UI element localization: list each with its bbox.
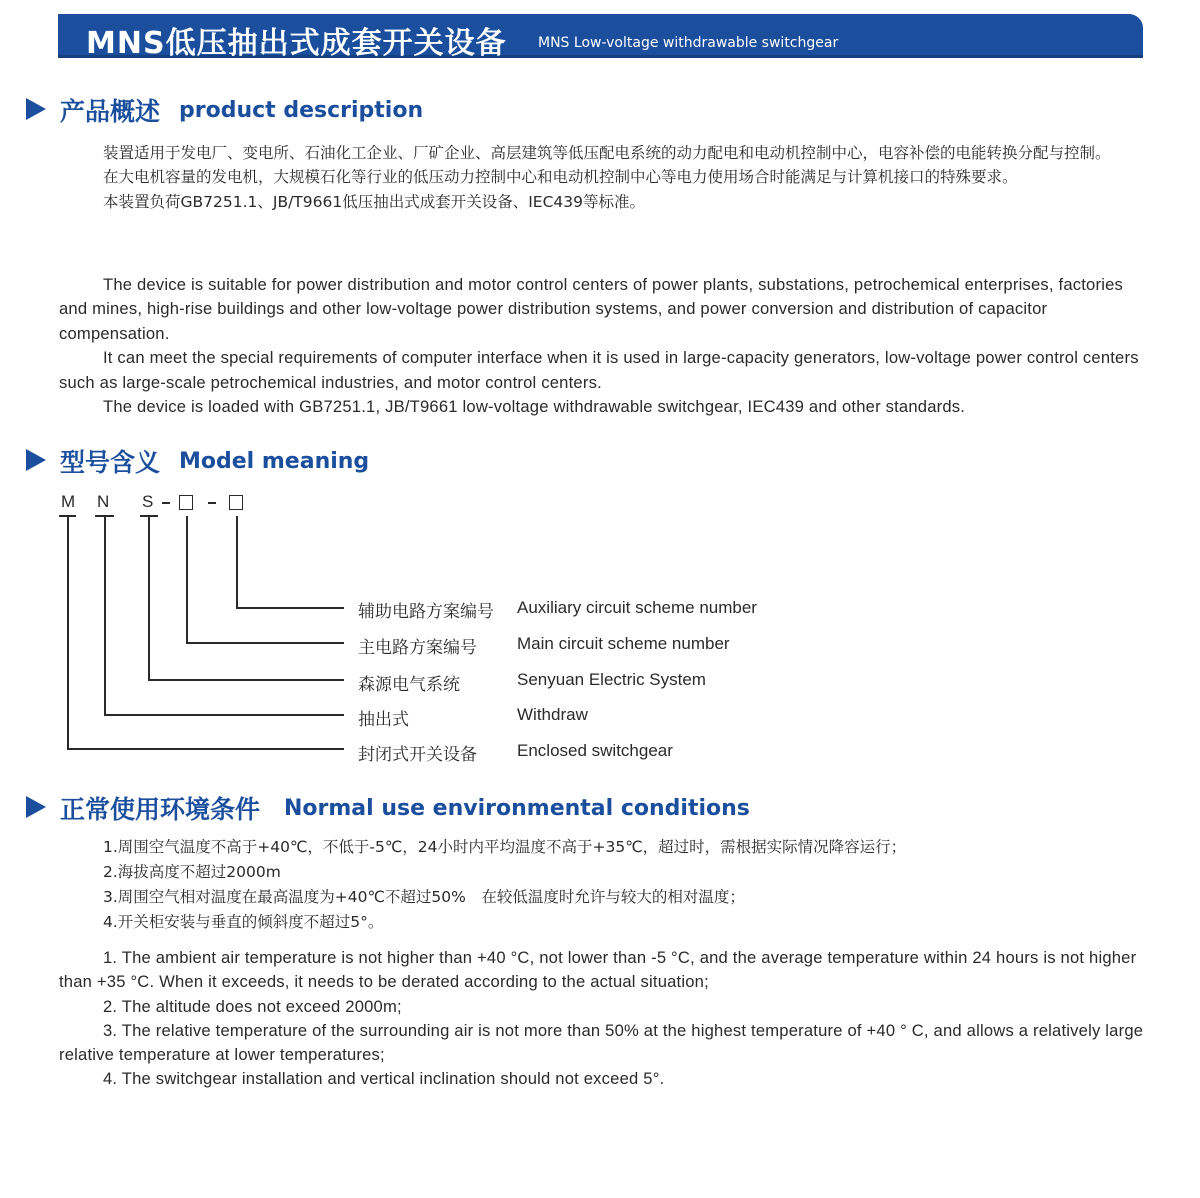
description-paragraphs-cn: [59, 141, 1141, 214]
legend-en: Withdraw: [517, 705, 588, 724]
section-title-en: product description: [179, 98, 424, 123]
connector-line: [67, 516, 69, 749]
connector-line: [236, 607, 344, 609]
paragraph: The device is suitable for power distribution and motor control centers of power plants, substations, petrochemical enterprises, factories and mines, high-rise buildings and other low-voltage power distribution systems, and power conversion and distribution of capacitor compensation.: [59, 275, 1124, 343]
triangle-bullet-icon: [26, 98, 46, 120]
section-title-cn: 正常使用环境条件: [60, 795, 261, 824]
conditions-list-en: [59, 946, 1149, 1092]
connector-line: [148, 679, 344, 681]
connector-line: [236, 516, 238, 608]
model-placeholder-box: [229, 495, 243, 510]
legend-cn: 辅助电路方案编号: [358, 602, 494, 622]
legend-cn: 主电路方案编号: [358, 638, 477, 658]
list-item: 2. The altitude does not exceed 2000m;: [103, 996, 402, 1016]
section-title-en: Normal use environmental conditions: [284, 796, 750, 821]
list-item: 3. The relative temperature of the surrounding air is not more than 50% at the highest temperature of +40 ° C, and allows a relatively large relative temperature at lower temperatures;: [59, 1020, 1144, 1065]
model-placeholder-box: [179, 495, 193, 510]
paragraph: The device is loaded with GB7251.1, JB/T9661 low-voltage withdrawable switchgear, IEC439 and other standards.: [103, 397, 966, 417]
legend-cn: 森源电气系统: [358, 675, 460, 695]
section-title-en: Model meaning: [179, 449, 370, 474]
model-letter-n: N: [97, 492, 110, 511]
section-title-cn: 型号含义: [60, 448, 161, 477]
paragraph: 本装置负荷GB7251.1、JB/T9661低压抽出式成套开关设备、IEC439等标准。: [103, 192, 645, 211]
model-dash: [208, 502, 216, 504]
legend-en: Auxiliary circuit scheme number: [517, 598, 757, 617]
banner-title-cn: MNS低压抽出式成套开关设备: [86, 26, 507, 61]
legend-en: Enclosed switchgear: [517, 741, 673, 760]
section-title-cn: 产品概述: [60, 97, 161, 126]
header-banner: [58, 14, 1143, 61]
list-item: 3.周围空气相对温度在最高温度为+40℃不超过50% 在较低温度时允许与较大的相对温度；: [103, 888, 745, 906]
legend-cn: 抽出式: [358, 710, 409, 730]
model-letter-m: M: [61, 492, 76, 511]
triangle-bullet-icon: [26, 796, 46, 818]
connector-line: [67, 748, 344, 750]
connector-line: [186, 516, 188, 643]
list-item: 1.周围空气温度不高于+40℃，不低于-5℃，24小时内平均温度不高于+35℃，超过时，需根据实际情况降容运行；: [103, 838, 907, 856]
list-item: 4. The switchgear installation and vertical inclination should not exceed 5°.: [103, 1069, 665, 1089]
list-item: 2.海拔高度不超过2000m: [103, 863, 281, 881]
connector-line: [104, 714, 344, 716]
list-item: 4.开关柜安装与垂直的倾斜度不超过5°。: [103, 913, 384, 931]
banner-title-en: MNS Low-voltage withdrawable switchgear: [538, 35, 839, 51]
connector-line: [148, 516, 150, 680]
paragraph: 装置适用于发电厂、变电所、石油化工企业、厂矿企业、高层建筑等低压配电系统的动力配电和电动机控制中心，电容补偿的电能转换分配与控制。: [103, 144, 1111, 162]
connector-line: [104, 516, 106, 715]
paragraph: 在大电机容量的发电机，大规模石化等行业的低压动力控制中心和电动机控制中心等电力使用场合时能满足与计算机接口的特殊要求。: [103, 168, 1018, 187]
legend-en: Main circuit scheme number: [517, 634, 730, 653]
description-paragraphs-en: [59, 273, 1141, 419]
legend-en: Senyuan Electric System: [517, 670, 706, 689]
paragraph: It can meet the special requirements of computer interface when it is used in large-capacity generators, low-voltage power control centers such as large-scale petrochemical industries, and motor control centers.: [59, 348, 1139, 392]
list-item: 1. The ambient air temperature is not higher than +40 °C, not lower than -5 °C, and the average temperature within 24 hours is not higher than +35 °C. When it exceeds, it needs to be derated according to the actual situation;: [59, 948, 1137, 992]
connector-line: [186, 642, 344, 644]
conditions-list-cn: [59, 835, 1149, 935]
model-dash: [162, 502, 170, 504]
legend-cn: 封闭式开关设备: [358, 745, 477, 765]
model-letter-s: S: [142, 492, 154, 511]
triangle-bullet-icon: [26, 449, 46, 471]
